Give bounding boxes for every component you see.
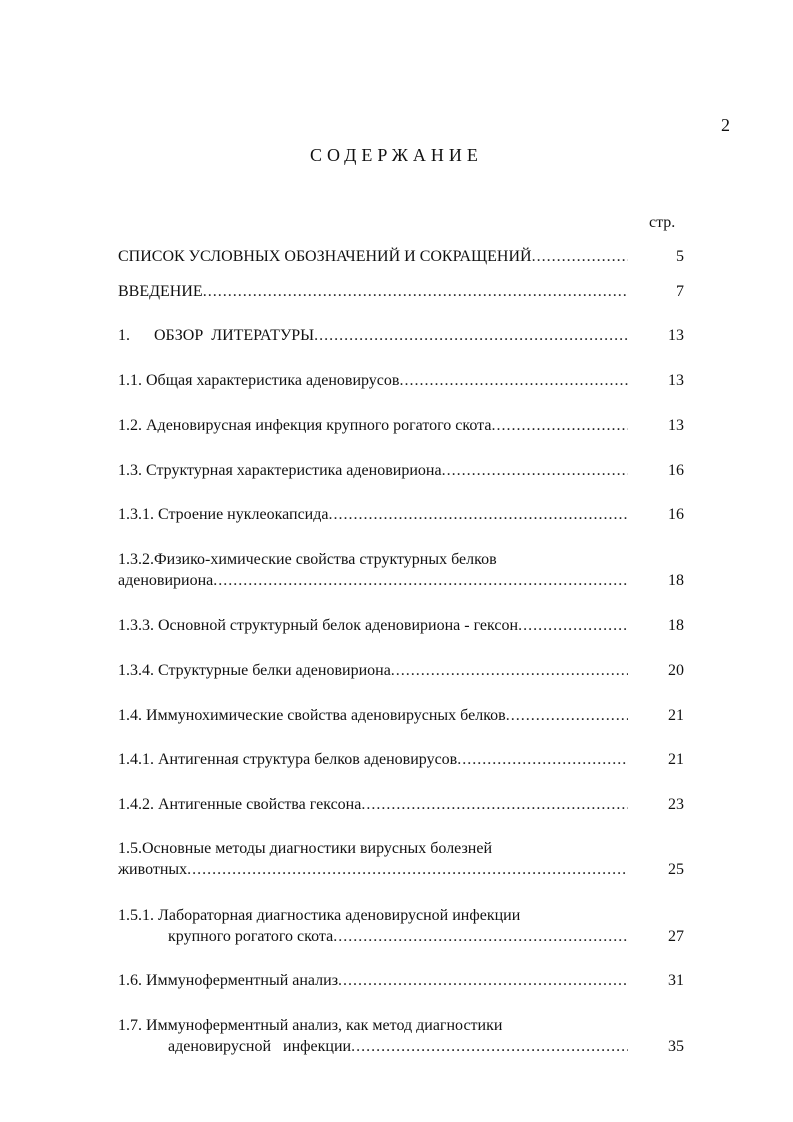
toc-entry-page: 13 xyxy=(668,417,684,434)
page-column-header: стр. xyxy=(649,214,676,231)
toc-entry-page: 18 xyxy=(668,572,684,589)
toc-entry[interactable] xyxy=(118,705,686,726)
dot-leader xyxy=(187,859,628,880)
dot-leader xyxy=(506,705,628,726)
toc-entry[interactable] xyxy=(118,970,686,991)
dot-leader xyxy=(333,926,628,947)
toc-entry-page: 20 xyxy=(668,662,684,679)
toc-entry[interactable] xyxy=(118,794,686,815)
toc-entry-page: 5 xyxy=(676,248,684,265)
toc-entry-title: аденовириона xyxy=(118,572,214,589)
page-title: СОДЕРЖАНИЕ xyxy=(310,145,483,165)
toc-entry[interactable] xyxy=(118,370,686,391)
dot-leader xyxy=(391,660,628,681)
toc-entry-page: 25 xyxy=(668,861,684,878)
toc-entry-page: 16 xyxy=(668,462,684,479)
toc-entry-title: СПИСОК УСЛОВНЫХ ОБОЗНАЧЕНИЙ И СОКРАЩЕНИЙ xyxy=(118,248,532,265)
dot-leader xyxy=(457,749,628,770)
dot-leader xyxy=(491,415,628,436)
toc-entry-page: 13 xyxy=(668,327,684,344)
toc-entry[interactable] xyxy=(118,905,686,947)
dot-leader xyxy=(213,570,628,591)
toc-entry-title: 1.3.1. Строение нуклеокапсида xyxy=(118,506,329,523)
toc-entry-title: 1.4. Иммунохимические свойства аденовирусных белков xyxy=(118,707,506,724)
toc-entry[interactable] xyxy=(118,246,686,267)
toc-entry-title-line1: 1.5.1. Лабораторная диагностика аденовирусной инфекции xyxy=(118,907,521,924)
toc-entry-page: 13 xyxy=(668,372,684,389)
toc-entry-page: 31 xyxy=(668,972,684,989)
dot-leader xyxy=(328,504,628,525)
dot-leader xyxy=(351,1036,628,1057)
toc-entry-title: 1.4.2. Антигенные свойства гексона xyxy=(118,796,362,813)
toc-entry-page: 16 xyxy=(668,506,684,523)
toc-entry[interactable] xyxy=(118,615,686,636)
dot-leader xyxy=(338,970,628,991)
toc-entry-title: 1.6. Иммуноферментный анализ xyxy=(118,972,339,989)
toc-entry-page: 27 xyxy=(668,928,684,945)
toc-entry-title: 1. ОБЗОР ЛИТЕРАТУРЫ xyxy=(118,327,315,344)
dot-leader xyxy=(361,794,628,815)
toc-entry[interactable] xyxy=(118,1015,686,1057)
dot-leader xyxy=(532,246,628,267)
toc-entry-page: 18 xyxy=(668,617,684,634)
page-number: 2 xyxy=(721,115,730,135)
toc-entry[interactable] xyxy=(118,504,686,525)
dot-leader xyxy=(203,281,628,302)
toc-entry-title: 1.2. Аденовирусная инфекция крупного рогатого скота xyxy=(118,417,492,434)
toc-entry[interactable] xyxy=(118,549,686,591)
toc-entry-title: 1.1. Общая характеристика аденовирусов xyxy=(118,372,400,389)
toc-entry-page: 7 xyxy=(676,283,684,300)
toc-entry-title: ВВЕДЕНИЕ xyxy=(118,283,203,300)
toc-entry-title-line1: 1.3.2.Физико-химические свойства структурных белков xyxy=(118,551,497,568)
toc-entry[interactable] xyxy=(118,838,686,880)
toc-entry-title: аденовирусной инфекции xyxy=(168,1038,352,1055)
toc-entry[interactable] xyxy=(118,325,686,346)
toc-entry[interactable] xyxy=(118,460,686,481)
toc-entry[interactable] xyxy=(118,660,686,681)
toc-entry[interactable] xyxy=(118,281,686,302)
toc-entry[interactable] xyxy=(118,415,686,436)
toc-entry-title: крупного рогатого скота xyxy=(168,928,334,945)
dot-leader xyxy=(442,460,628,481)
toc-entry-title-line1: 1.7. Иммуноферментный анализ, как метод диагностики xyxy=(118,1017,503,1034)
dot-leader xyxy=(399,370,628,391)
toc-entry-title: 1.3.4. Структурные белки аденовириона xyxy=(118,662,391,679)
toc-entry-page: 35 xyxy=(668,1038,684,1055)
toc-entry-page: 23 xyxy=(668,796,684,813)
toc-entry-page: 21 xyxy=(668,751,684,768)
toc-entry-title-line1: 1.5.Основные методы диагностики вирусных болезней xyxy=(118,840,493,857)
toc-entry-page: 21 xyxy=(668,707,684,724)
toc-entry-title: животных xyxy=(118,861,188,878)
toc-entry[interactable] xyxy=(118,749,686,770)
toc-entry-title: 1.3. Структурная характеристика аденовириона xyxy=(118,462,442,479)
toc-entry-title: 1.3.3. Основной структурный белок аденовириона - гексон xyxy=(118,617,519,634)
toc-entry-title: 1.4.1. Антигенная структура белков аденовирусов xyxy=(118,751,458,768)
dot-leader xyxy=(314,325,628,346)
dot-leader xyxy=(518,615,628,636)
